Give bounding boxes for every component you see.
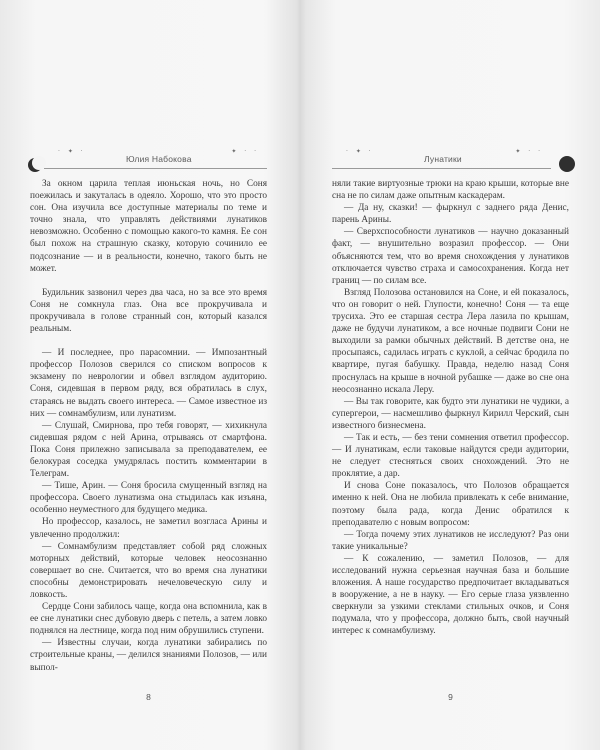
stars-icon: · ✦ · <box>346 148 374 155</box>
running-head-rule <box>44 168 267 169</box>
right-page <box>332 150 569 710</box>
paragraph: За окном царила теплая июньская ночь, но Соня поежилась и закуталась в одеяло. Хорошо, что это просто сон. Она изучила все доступные материалы по теме и точно знала, что управлять действиями лунатиков невозможно. Особенно с помощью какого-то камня. Ее сон был похож на страшную сказку, которую сочинило ее подсознание — и в реальности, конечно, такого быть не может. <box>30 179 267 274</box>
paragraph: Взгляд Полозова остановился на Соне, и ей показалось, что он говорит о ней. Глупости, конечно! Соня — та еще трусиха. Это ее старшая сестра Лера лазила по крышам, даже не будучи лунатиком, а все ночные подвиги Сони не выходили за рамки обычных действий. В детстве она, не просыпаясь, садилась играть с куклой, а сейчас бродила по квартире, пугая бабушку. Правда, неделю назад Соня проснулась на крыше в ночной рубашке — даже во сне она неосознанно искала Леру. <box>332 287 569 395</box>
paragraph: — Так и есть, — без тени сомнения ответил профессор. — И лунатикам, если таковые найдутся среди аудитории, не следует стесняться своих снохождений. Это не проклятие, а дар. <box>332 432 569 480</box>
left-page <box>30 150 267 710</box>
stars-icon: · ✦ · <box>58 148 86 155</box>
running-head-book-title: Лунатики <box>424 154 462 164</box>
paragraph: — К сожалению, — заметил Полозов, — для исследований нужна серьезная научная база и большие вложения. А наше государство предпочитает вкладываться в вооружение, а не в науку. — Его серые глаза уязвленно сверкнули за узкими стеклами стильных очков, и Соня подумала, что у профессора, должно быть, свой научный интерес к сомнамбулизму. <box>332 553 569 637</box>
running-head-rule <box>332 168 551 169</box>
crescent-moon-icon <box>28 158 42 172</box>
paragraph: Сердце Сони забилось чаще, когда она вспомнила, как в ее сне лунатики снес дубовую дверь с петель, а затем ловко поднялся на лестнице, когда под ним обрушились ступени. <box>30 602 267 637</box>
paragraph: — Тогда почему этих лунатиков не исследуют? Раз они такие уникальные? <box>332 529 569 552</box>
paragraph: — И последнее, про парасомнии. — Импозантный профессор Полозов сверился со списком вопросов к экзамену по неврологии и обвел взглядом аудиторию. Соня, сидевшая в первом ряду, вся обратилась в слух, стараясь не выдать своего интереса. — Самое известное из них — сомнамбулизм, или лунатизм. <box>30 348 267 419</box>
paragraph: — Слушай, Смирнова, про тебя говорят, — хихикнула сидевшая рядом с ней Арина, отрываясь от смартфона. Пока Соня прилежно записывала за преподавателем, ее белокурая соседка умудрялась постить комментарии в Телеграм. <box>30 420 267 480</box>
paragraph: Будильник зазвонил через два часа, но за все это время Соня не сомкнула глаз. Она все прокручивала и прокручивала в голове странный сон, который казался реальным. <box>30 287 267 335</box>
stars-icon: ✦ · · <box>231 148 259 155</box>
left-page-body <box>30 178 267 674</box>
paragraph: — Сомнамбулизм представляет собой ряд сложных моторных действий, которые человек неосознанно совершает во сне. Считается, что во время сна лунатики способны демонстрировать нечеловеческую силу и ловкость. <box>30 541 267 600</box>
page-number-right: 9 <box>448 692 453 702</box>
page-number-left: 8 <box>146 692 151 702</box>
paragraph: И снова Соне показалось, что Полозов обращается именно к ней. Она не любила привлекать к себе внимание, поэтому была рада, когда Денис обратился к преподавателю с новым вопросом: <box>332 481 569 528</box>
paragraph: — Тише, Арин. — Соня бросила смущенный взгляд на профессора. Своего лунатизма она стыдилась как изъяна, особенно неуместного для будущего медика. <box>30 481 267 516</box>
stars-icon: ✦ · · <box>515 148 543 155</box>
running-head-left <box>30 150 267 172</box>
paragraph: — Вы так говорите, как будто эти лунатики не чудики, а супергерои, — насмешливо фыркнул Кирилл Черский, сын известного бизнесмена. <box>332 396 569 431</box>
paragraph: — Известны случаи, когда лунатики забирались по строительные краны, — делился знаниями Полозов, — или выпол- <box>30 638 267 673</box>
running-head-author: Юлия Набокова <box>126 154 192 164</box>
moon-icon <box>559 156 575 172</box>
paragraph: — Да ну, сказки! — фыркнул с заднего ряда Денис, парень Арины. <box>332 203 569 226</box>
paragraph: няли такие виртуозные трюки на краю крыши, которые вне сна не по силам даже опытным каскадерам. <box>332 179 569 202</box>
paragraph: — Сверхспособности лунатиков — научно доказанный факт, — внушительно возразил профессор. — Они объясняются тем, что во время снохождения у лунатиков отключается чувство страха и самосохранения. Когда нет границ — по силам все. <box>332 227 569 286</box>
running-head-right <box>332 150 569 172</box>
paragraph: Но профессор, казалось, не заметил возгласа Арины и увлеченно продолжил: <box>30 517 267 540</box>
right-page-body <box>332 178 569 638</box>
